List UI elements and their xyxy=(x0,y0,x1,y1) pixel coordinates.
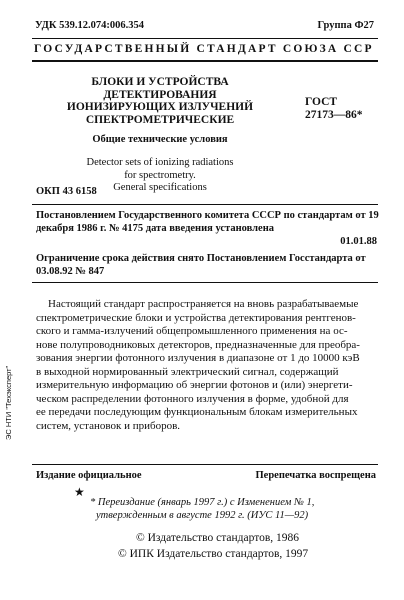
english-title-line-1: Detector sets of ionizing radiations xyxy=(86,157,234,168)
english-title-line-3: General specifications xyxy=(113,182,207,193)
body-line: измерительную информацию об энергии фотонов и (или) энергети- xyxy=(36,379,353,391)
group-code: Группа Ф27 xyxy=(317,20,374,31)
title-line-1: БЛОКИ И УСТРОЙСТВА ДЕТЕКТИРОВАНИЯ xyxy=(91,76,229,101)
udk-code: УДК 539.12.074:006.354 xyxy=(35,20,144,31)
body-line: ского и гамма-излучений общепромышленного применения на ос- xyxy=(36,325,348,337)
body-line: зования энергии фотонного излучения в диапазоне от 1 до 10000 кэВ xyxy=(36,352,360,364)
document-subtitle: Общие технические условия xyxy=(92,134,228,145)
intro-rule xyxy=(32,282,378,283)
copyright-1997: © ИПК Издательство стандартов, 1997 xyxy=(118,548,309,560)
body-line: нове полупроводниковых детекторов, предназначенные для преобра- xyxy=(36,338,360,351)
decree-text: Постановлением Государственного комитета СССР по стандартам от 19 декабря 1986 г. № 4175 дата введения установлена xyxy=(36,210,379,234)
english-title-line-2: for spectrometry. xyxy=(124,169,196,181)
gost-number: 27173—86* xyxy=(305,109,363,121)
body-line: систем, установок и приборов. xyxy=(36,419,181,432)
gost-designation xyxy=(305,96,363,122)
body-line: ческом распределении фотонного излучения в форме, удобной для xyxy=(36,392,349,405)
title-line-3: СПЕКТРОМЕТРИЧЕСКИЕ xyxy=(85,113,235,126)
limit-removed-text: Ограничение срока действия снято Постановлением Госстандарта от 03.08.92 № 847 xyxy=(36,253,366,277)
document-title-block xyxy=(40,76,280,195)
reedition-note xyxy=(90,496,390,522)
okp-code: ОКП 43 6158 xyxy=(36,186,97,197)
title-rule xyxy=(32,60,378,62)
star-icon: ★ xyxy=(74,485,85,499)
copyright-1986: © Издательство стандартов, 1986 xyxy=(136,532,300,544)
body-line: ее передачи последующим функциональным блокам измерительных xyxy=(36,406,358,418)
standard-title: ГОСУДАРСТВЕННЫЙ СТАНДАРТ СОЮЗА ССР xyxy=(34,43,374,55)
official-edition-label: Издание официальное xyxy=(36,470,142,481)
top-rule xyxy=(32,38,378,39)
reedition-line-2: утвержденным в августе 1992 г. (ИУС 11—92) xyxy=(96,510,309,521)
reprint-prohibited-label: Перепечатка воспрещена xyxy=(255,470,376,481)
body-line: Настоящий стандарт распространяется на вновь разрабатываемые xyxy=(48,298,359,310)
okp-rule xyxy=(32,204,378,205)
side-stamp: ЭС НТИ "Техэксперт" xyxy=(4,365,13,440)
body-line: в выходной нормированный электрический сигнал, содержащий xyxy=(36,365,339,378)
title-line-2: ИОНИЗИРУЮЩИХ ИЗЛУЧЕНИЙ xyxy=(66,101,254,113)
introduction-date: 01.01.88 xyxy=(340,236,377,247)
gost-label: ГОСТ xyxy=(305,96,338,108)
footer-rule xyxy=(32,464,378,465)
reedition-line-1: * Переиздание (январь 1997 г.) с Изменением № 1, xyxy=(90,497,315,508)
body-line: спектрометрические блоки и устройства детектирования рентгенов- xyxy=(36,311,356,324)
scope-paragraph xyxy=(36,298,384,433)
